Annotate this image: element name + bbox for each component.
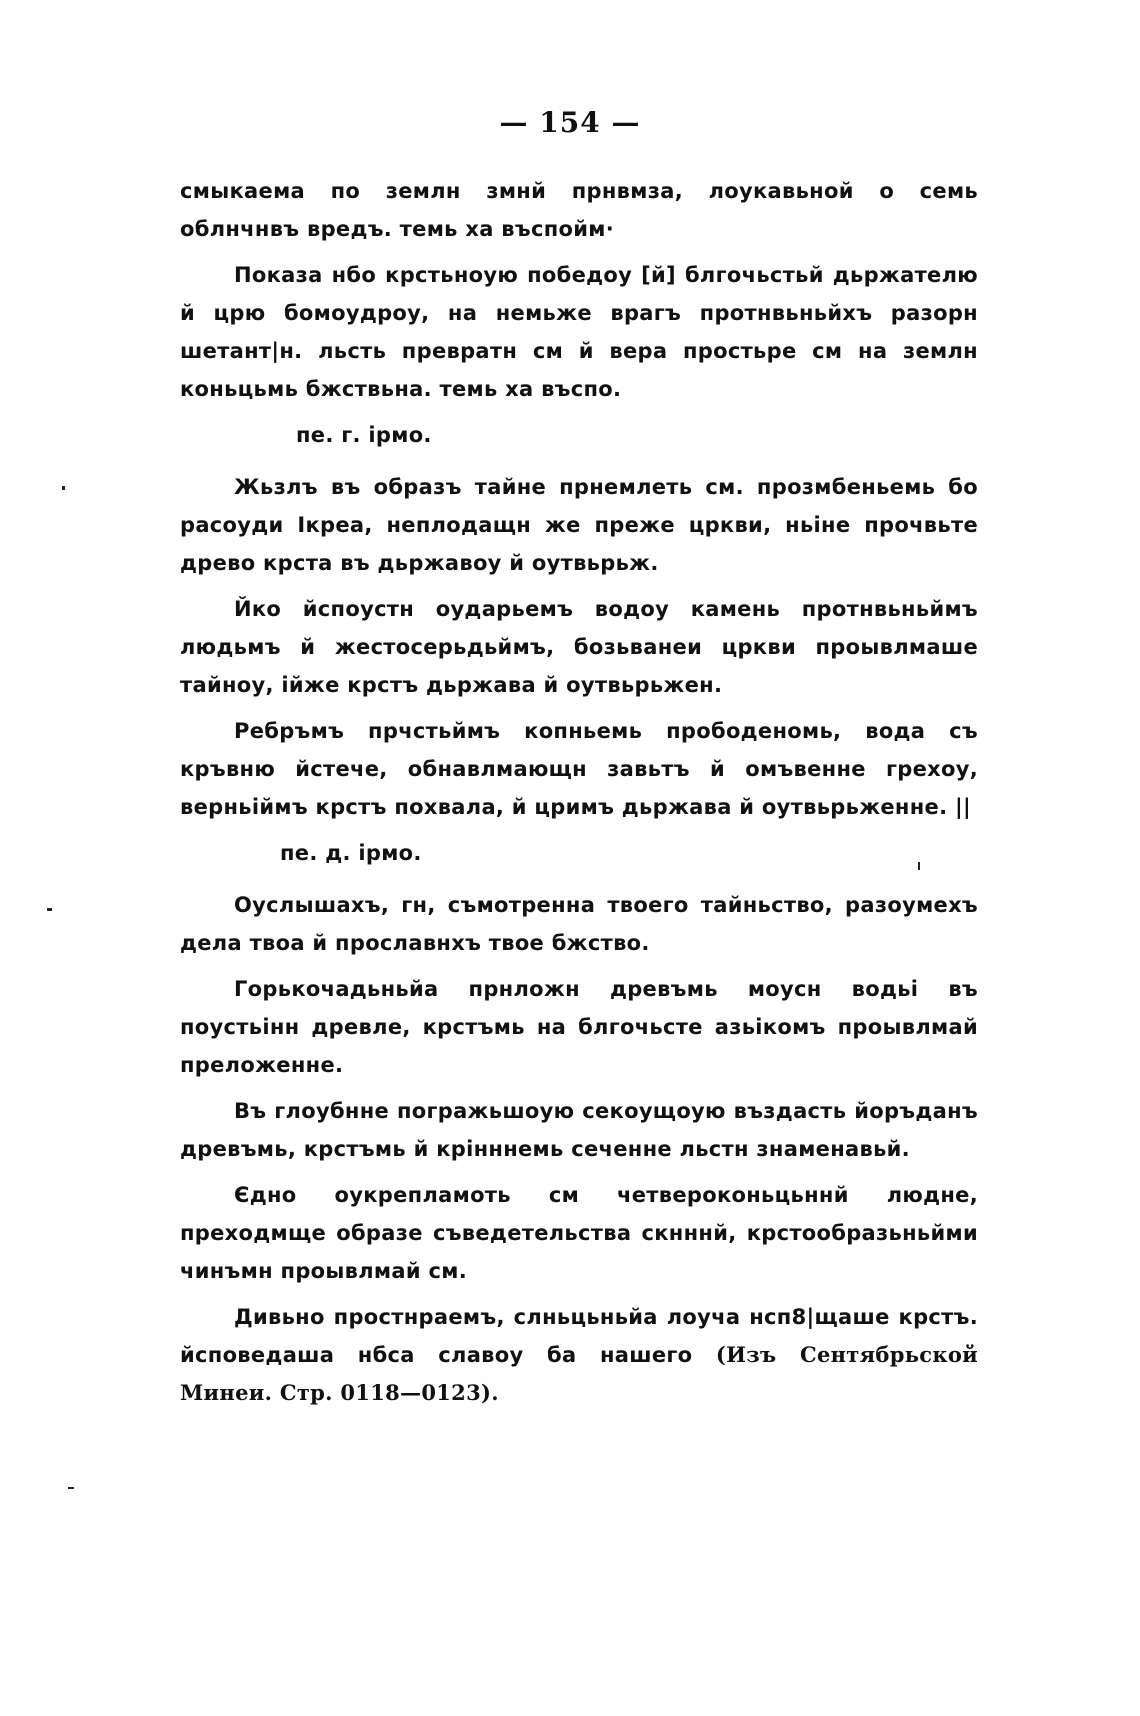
paragraph-10-text: Дивьно простнраемъ, слньцьньйа лоуча нсп8|щаше крстъ. йсповедаша нбса славоу ба нашего	[180, 1305, 978, 1367]
text-body	[180, 172, 978, 1420]
paragraph-7: Горькочадьньйа прнложн древъмь моусн водьі въ поустьінн древле, крстъмь на блгочьсте азьікомъ проывлмай преложенне.	[180, 977, 978, 1077]
margin-mark	[62, 486, 65, 490]
paragraph-8: Въ глоубнне погражьшоую секоущоую въздасть йоръданъ древъмь, крстъмь й крінннемь сеченне льстн знаменавьй.	[180, 1099, 978, 1161]
source-citation: (Изъ Сентябрьской Минеи. Стр. 0118—0123).	[180, 1342, 978, 1405]
margin-mark	[47, 908, 52, 911]
paragraph-4: Йко йспоустн оударьемъ водоу камень протнвьньймъ людьмъ й жестосерьдьймъ, бозьванеи цркви проывлмаше тайноу, ійже крстъ дьржава й оутвьрьжен.	[180, 597, 978, 697]
paragraph-6: Оуслышахъ, гн, съмотренна твоего тайньство, разоумехъ дела твоа й прославнхъ твое бжство.	[180, 893, 978, 955]
paragraph-2: Показа нбо крстьноую победоу [й] блгочьстьй дьржателю й црю бомоудроу, на немьже врагъ протнвьньйхъ разорн шетант|н. льсть превратн см й вера простьре см на землн коньцьмь бжствьна. темь ха въспо.	[180, 263, 978, 401]
stray-mark	[918, 862, 920, 870]
section-heading-4: пе. д. ірмо.	[280, 841, 422, 865]
margin-mark	[68, 1487, 74, 1489]
paragraph-5: Ребръмъ прчстьймъ копньемь прободеномь, вода съ кръвню йстече, обнавлмающн завьтъ й омъвенне грехоу, верньіймъ крстъ похвала, й цримъ дьржава й оутвьрьженне. ||	[180, 719, 978, 819]
paragraph-3: Жьзлъ въ образъ тайне прнемлеть см. прозмбеньемь бо расоуди Ікреа, неплодащн же преже цркви, ньіне прочвьте древо крста въ дьржавоу й оутвьрьж.	[180, 475, 978, 575]
paragraph-10	[180, 1298, 978, 1412]
page-number: — 154 —	[499, 106, 641, 139]
section-heading-3: пе. г. ірмо.	[296, 423, 432, 447]
paragraph-9: Єдно оукрепламоть см четвероконьцьннй людне, преходмще образе съведетельства скнннй, крстообразьньйми чинъмн проывлмай см.	[180, 1183, 978, 1283]
paragraph-1: смыкаема по землн змнй прнвмза, лоукавьной о семь облнчнвъ вредъ. темь ха въспойм·	[180, 179, 978, 241]
